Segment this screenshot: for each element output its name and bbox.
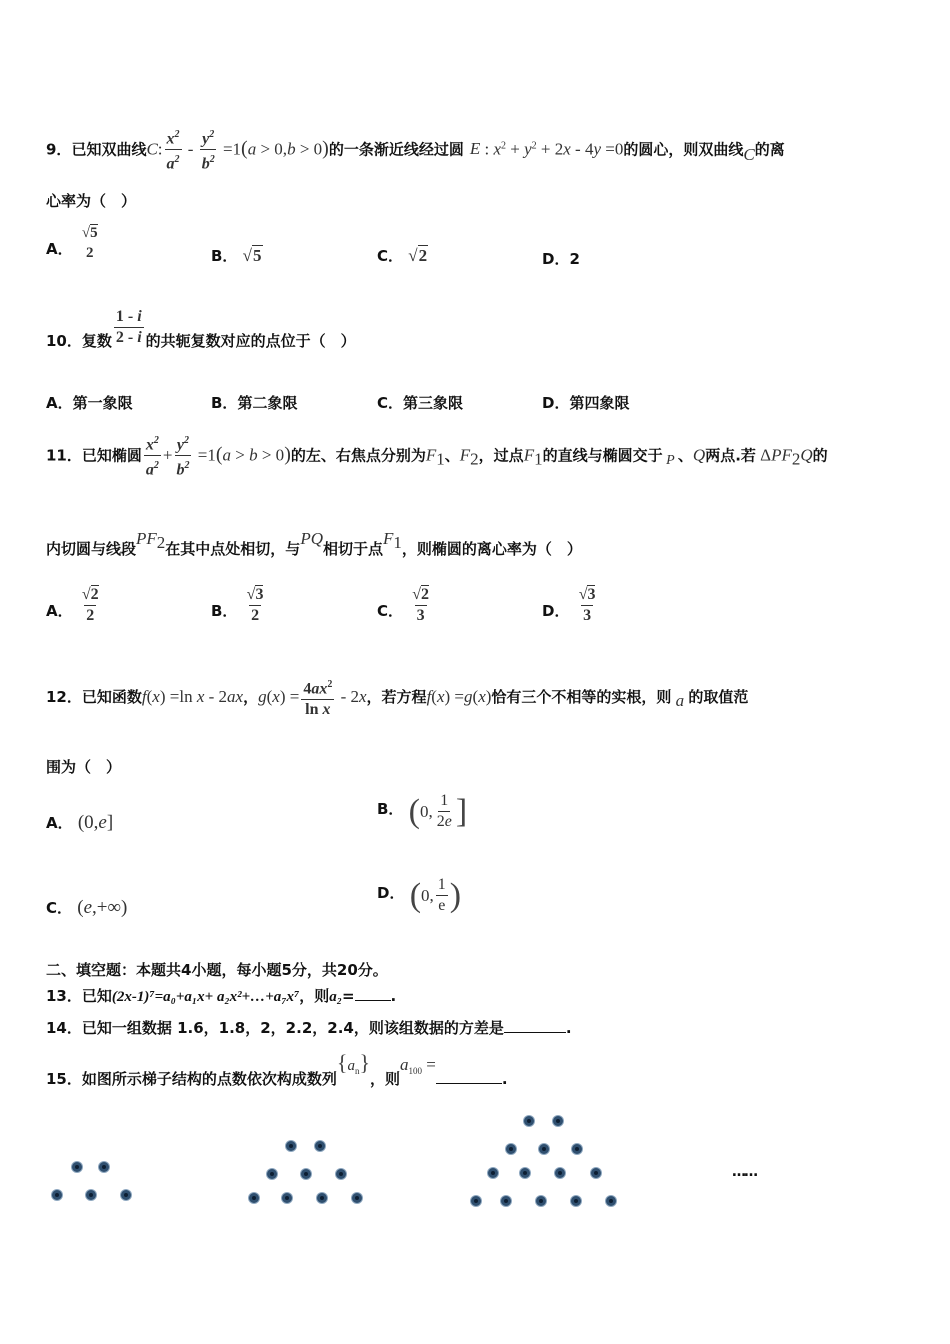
q9-option-c[interactable] <box>377 245 428 266</box>
q11-frac-x: $\frac{x^2}{a^2}$ <box>144 432 161 480</box>
q11-option-c-value: $\frac{√2}{3}$ <box>412 586 430 624</box>
q13-answer-blank[interactable] <box>355 1000 391 1001</box>
dot <box>520 1168 530 1178</box>
q9-option-b-label: B． <box>211 247 238 265</box>
q9-frac-x: $\frac{x^2}{a^2}$ <box>165 126 182 174</box>
q12-option-d[interactable]: D． ( 0, $\frac{1}{e}$ ) <box>377 876 462 914</box>
dot <box>52 1190 62 1200</box>
q11-line2: 内切圆与线段$PF_2$在其中点处相切，与PQ相切于点$F_1$，则椭圆的离心率为（ ） <box>46 529 582 558</box>
q12-option-d-value: ( 0, $\frac{1}{e}$ ) <box>409 876 462 914</box>
dot <box>336 1169 346 1179</box>
q12-option-a-value: (0,e] <box>77 812 114 833</box>
q11-option-c[interactable]: C． $\frac{√2}{3}$ <box>377 586 430 624</box>
dot <box>571 1196 581 1206</box>
q9-end: 的离 <box>754 140 785 159</box>
dot <box>121 1190 131 1200</box>
dot <box>506 1144 516 1154</box>
q9-number: 9． <box>46 140 72 159</box>
q11-intro: 已知椭圆 <box>81 446 142 465</box>
q10-option-a[interactable]: A．第一象限 <box>46 394 133 412</box>
dot <box>488 1168 498 1178</box>
q9-option-b[interactable] <box>211 245 263 266</box>
q9-line1: 9．已知双曲线C: $\frac{x^2}{a^2}$ - $\frac{y^2}{b^2}$ =1(a > 0,b > 0)的一条渐近线经过圆 E : $x^2 + y^2 + 2x - 4y =0$的圆心，则双曲线C的离 <box>46 126 785 174</box>
section-heading: 二、填空题：本题共4小题，每小题5分，共20分。 <box>46 961 388 979</box>
q10-option-c[interactable]: C．第三象限 <box>377 394 464 412</box>
q11-option-a[interactable]: A． $\frac{√2}{2}$ <box>46 586 99 624</box>
q10-tail: 的共轭复数对应的点位于（ ） <box>145 332 356 350</box>
q9-option-b-value: √5 <box>242 246 262 265</box>
q9-option-a[interactable] <box>46 224 102 262</box>
q9-option-a-label: A． <box>46 239 73 258</box>
dot <box>286 1141 296 1151</box>
q10-number: 10． <box>46 332 82 350</box>
q10-option-b-value: 第二象限 <box>237 394 298 412</box>
dot <box>267 1169 277 1179</box>
q9-tail: 的圆心，则双曲线 <box>623 140 744 159</box>
q10-intro: 复数 <box>81 332 112 350</box>
q14-line: 14．已知一组数据 1.6，1.8，2，2.2，2.4，则该组数据的方差是 . <box>46 1019 572 1037</box>
dot <box>536 1196 546 1206</box>
ladder-ellipsis: …… <box>732 1164 756 1180</box>
q12-line1: 12．已知函数f(x) =ln x - 2ax，g(x) = $\frac{4ax^2}{\text{ln x}}$ - 2x，若方程f(x) =g(x)恰有三个不相等的实根，则 a 的取值范 <box>46 676 748 719</box>
q11-option-a-value: $\frac{√2}{2}$ <box>81 586 99 624</box>
ladder-figure <box>0 1100 950 1220</box>
q11-line1: 11．已知椭圆 $\frac{x^2}{a^2}$ + $\frac{y^2}{b^2}$ =1(a > b > 0)的左、右焦点分别为$F_1$、$F_2$，过点$F_1$的直线与椭圆交于 P 、Q两点.若 $\Delta PF_2Q$的 <box>46 432 828 480</box>
dot <box>317 1193 327 1203</box>
q14-answer-blank[interactable] <box>504 1032 566 1033</box>
dot <box>352 1193 362 1203</box>
q12-frac-g: $\frac{4ax^2}{\text{ln x}}$ <box>301 676 334 719</box>
dot <box>591 1168 601 1178</box>
dot <box>524 1116 534 1126</box>
dot <box>301 1169 311 1179</box>
dot <box>282 1193 292 1203</box>
q11-option-d-value: $\frac{√3}{3}$ <box>578 586 596 624</box>
q10-option-c-value: 第三象限 <box>403 394 464 412</box>
dot <box>572 1144 582 1154</box>
q12-number: 12． <box>46 688 82 707</box>
q10-option-b[interactable]: B．第二象限 <box>211 394 298 412</box>
q9-option-a-value: √5 2 <box>81 225 98 261</box>
q10-option-d[interactable]: D．第四象限 <box>542 394 630 412</box>
q9-option-c-label: C． <box>377 247 404 265</box>
q15-answer-blank[interactable] <box>436 1083 502 1084</box>
q9-hyperbola-name: C <box>146 139 158 159</box>
q15-line: 15．如图所示梯子结构的点数依次构成数列$\{a_n\}$，则$a_{100}$ =. <box>46 1050 508 1088</box>
q12-option-c[interactable]: C． (e,+∞) <box>46 897 128 918</box>
dot <box>249 1193 259 1203</box>
dot <box>315 1141 325 1151</box>
dot <box>555 1168 565 1178</box>
q9-option-c-value: √2 <box>408 246 428 265</box>
q13-expression: (2x-1)⁷=a₀+a₁x+ a₂x²+…+a₇x⁷ <box>111 989 300 1005</box>
q9-option-d-label: D． <box>542 250 570 268</box>
q11-number: 11． <box>46 446 82 465</box>
q11-option-d[interactable]: D． $\frac{√3}{3}$ <box>542 586 596 624</box>
dot <box>606 1196 616 1206</box>
q12-option-b[interactable]: B． ( 0, $\frac{1}{2e}$ ] <box>377 792 468 830</box>
q12-option-a[interactable]: A． (0,e] <box>46 812 114 833</box>
q9-line2: 心率为（ ） <box>46 192 137 210</box>
dot <box>501 1196 511 1206</box>
dot <box>539 1144 549 1154</box>
q12-option-b-value: ( 0, $\frac{1}{2e}$ ] <box>408 792 468 830</box>
q9-intro: 已知双曲线 <box>71 140 147 159</box>
dot <box>471 1196 481 1206</box>
q11-option-b-value: $\frac{√3}{2}$ <box>246 586 264 624</box>
q11-frac-y: $\frac{y^2}{b^2}$ <box>174 432 191 480</box>
q10-line <box>46 308 356 350</box>
q9-option-d[interactable] <box>542 248 580 269</box>
q10-option-d-value: 第四象限 <box>569 394 630 412</box>
q9-mid: 的一条渐近线经过圆 <box>328 140 464 159</box>
q12-line2: 围为（ ） <box>46 758 122 776</box>
dot <box>553 1116 563 1126</box>
dot <box>72 1162 82 1172</box>
dot <box>99 1162 109 1172</box>
q13-line: 13．已知(2x-1)⁷=a₀+a₁x+ a₂x²+…+a₇x⁷，则a₂= . <box>46 987 397 1005</box>
q9-frac-y: $\frac{y^2}{b^2}$ <box>200 126 217 174</box>
q9-option-d-value: 2 <box>569 250 580 268</box>
q12-option-c-value: (e,+∞) <box>77 897 128 918</box>
dot <box>86 1190 96 1200</box>
q10-complex-fraction: $\frac{1 - i}{2 - i}$ <box>115 308 142 346</box>
q10-option-a-value: 第一象限 <box>72 394 133 412</box>
q11-option-b[interactable]: B． $\frac{√3}{2}$ <box>211 586 264 624</box>
